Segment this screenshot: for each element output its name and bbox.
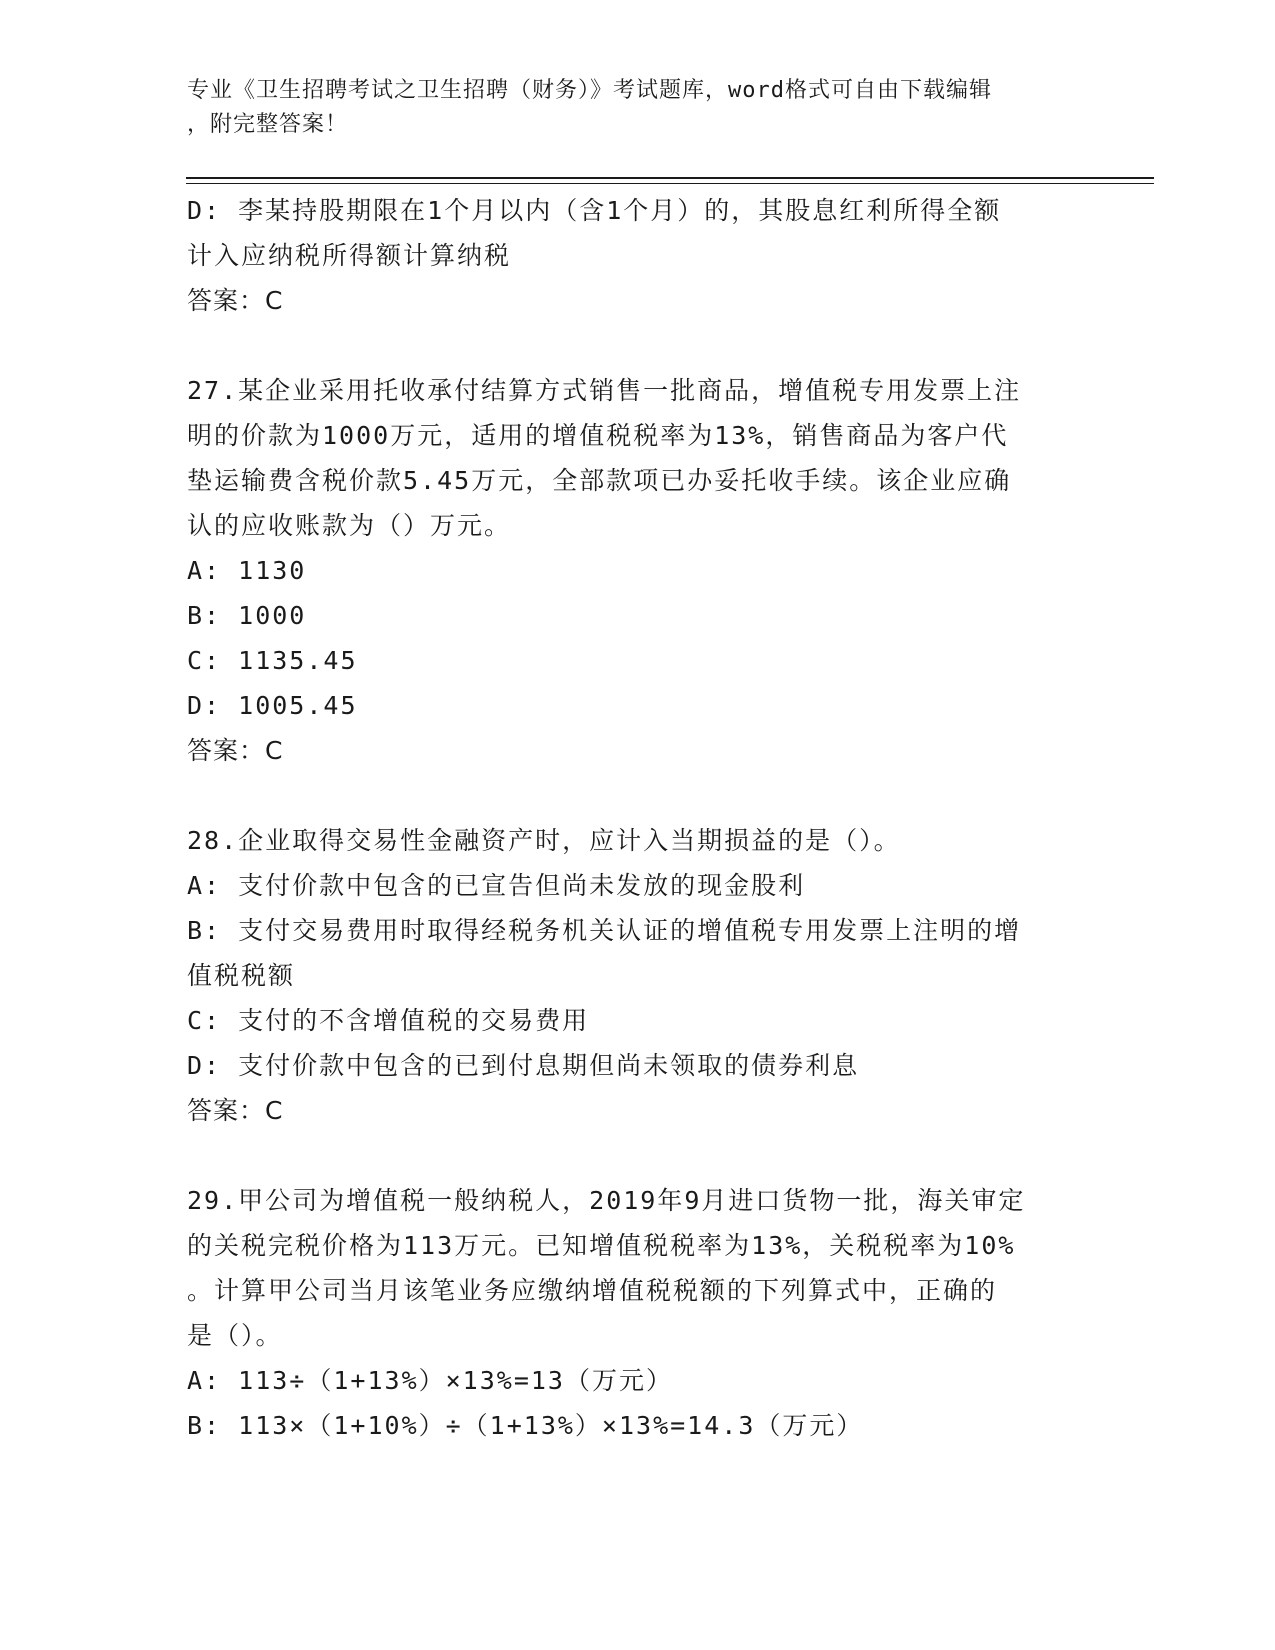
question-stem-line-1: 27.某企业采用托收承付结算方式销售一批商品，增值税专用发票上注	[187, 376, 1022, 405]
option-b-line-1: B: 支付交易费用时取得经税务机关认证的增值税专用发票上注明的增	[187, 916, 1022, 945]
question-stem-line-4: 是（）。	[187, 1321, 283, 1350]
option-d-line-2: 计入应纳税所得额计算纳税	[187, 241, 512, 270]
question-stem-line-1: 29.甲公司为增值税一般纳税人，2019年9月进口货物一批，海关审定	[187, 1186, 1026, 1215]
answer-label: 答案：C	[187, 286, 284, 315]
header-line-2: ，附完整答案！	[187, 112, 349, 137]
option-d-line-1: D: 李某持股期限在1个月以内（含1个月）的，其股息红利所得全额	[187, 196, 1002, 225]
previous-question-tail	[187, 188, 1087, 323]
option-d: D: 1005.45	[187, 691, 358, 720]
option-a: A: 支付价款中包含的已宣告但尚未发放的现金股利	[187, 871, 806, 900]
question-stem-line-3: 。计算甲公司当月该笔业务应缴纳增值税税额的下列算式中，正确的	[187, 1276, 998, 1305]
spacer	[187, 773, 1087, 818]
option-c: C: 支付的不含增值税的交易费用	[187, 1006, 590, 1035]
question-stem-line-3: 垫运输费含税价款5.45万元，全部款项已办妥托收手续。该企业应确	[187, 466, 1012, 495]
option-c: C: 1135.45	[187, 646, 358, 675]
question-27	[187, 368, 1087, 773]
header-line-1: 专业《卫生招聘考试之卫生招聘（财务）》考试题库，word格式可自由下载编辑	[187, 78, 992, 103]
spacer	[187, 323, 1087, 368]
question-stem-line-1: 28.企业取得交易性金融资产时，应计入当期损益的是（）。	[187, 826, 901, 855]
option-a: A: 113÷（1+13%）×13%=13（万元）	[187, 1366, 673, 1395]
question-stem-line-2: 的关税完税价格为113万元。已知增值税税率为13%，关税税率为10%	[187, 1231, 1016, 1260]
option-d: D: 支付价款中包含的已到付息期但尚未领取的债券利息	[187, 1051, 860, 1080]
option-b: B: 113×（1+10%）÷（1+13%）×13%=14.3（万元）	[187, 1411, 864, 1440]
answer-label: 答案：C	[187, 1096, 284, 1125]
header-divider-thick	[186, 177, 1154, 179]
question-content	[187, 188, 1087, 1448]
answer-label: 答案：C	[187, 736, 284, 765]
question-stem-line-4: 认的应收账款为（）万元。	[187, 511, 512, 540]
question-stem-line-2: 明的价款为1000万元，适用的增值税税率为13%，销售商品为客户代	[187, 421, 1009, 450]
question-28	[187, 818, 1087, 1133]
option-a: A: 1130	[187, 556, 307, 585]
header-divider-thin	[186, 183, 1154, 184]
spacer	[187, 1133, 1087, 1178]
option-b-line-2: 值税税额	[187, 961, 296, 990]
document-header	[187, 74, 1067, 142]
option-b: B: 1000	[187, 601, 307, 630]
question-29	[187, 1178, 1087, 1448]
